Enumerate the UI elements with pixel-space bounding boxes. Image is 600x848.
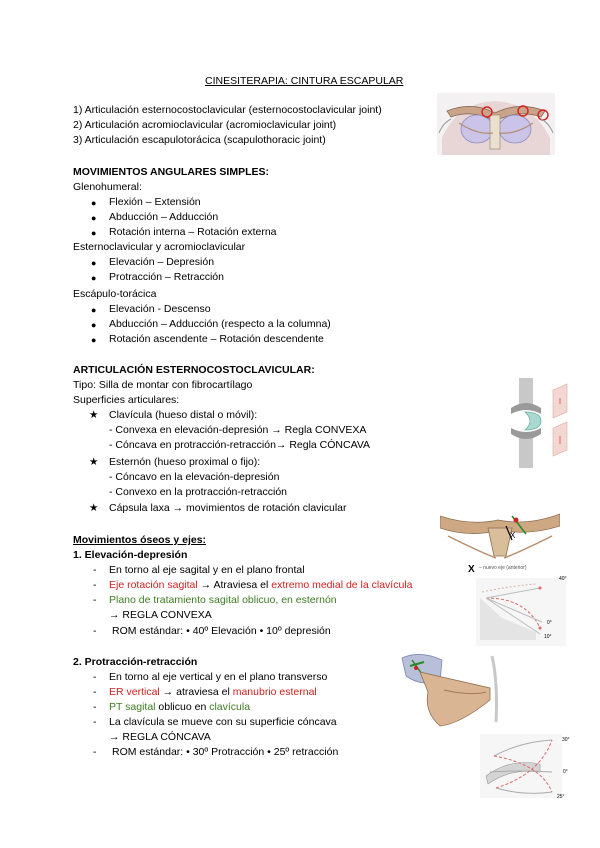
list-item: ROM estándar: • 40º Elevación • 10º depresión — [112, 625, 331, 637]
list-subitem: → REGLA CONVEXA — [109, 609, 212, 621]
axis-x-legend-letter: X — [468, 564, 475, 575]
list-item — [109, 700, 250, 714]
list-item: Clavícula (hueso distal o móvil): — [109, 409, 258, 421]
axis-label: ER vertical — [109, 686, 160, 698]
dash-marker: - — [93, 716, 97, 728]
sternoclavicular-axis-figure — [440, 506, 560, 568]
page-title: CINESITERAPIA: CINTURA ESCAPULAR — [205, 75, 404, 87]
plane-label: PT sagital — [109, 701, 156, 713]
dash-marker: - — [93, 701, 97, 713]
saddle-joint-figure — [505, 378, 575, 468]
list-item — [109, 685, 317, 699]
bullet-icon: ● — [91, 198, 97, 208]
list-item: Flexión – Extensión — [109, 196, 201, 208]
dash-marker: - — [93, 564, 97, 576]
subgroup-label: Escápulo-torácica — [73, 288, 157, 300]
section-heading: ARTICULACIÓN ESTERNOCOSTOCLAVICULAR: — [73, 364, 315, 376]
bullet-icon: ● — [91, 335, 97, 345]
bullet-icon: ● — [91, 258, 97, 268]
dash-marker: - — [93, 686, 97, 698]
axis-x-label: X — [510, 531, 516, 540]
list-item: La clavícula se mueve con su superficie cóncava — [109, 716, 337, 728]
body-line: Tipo: Silla de montar con fibrocartílago — [73, 379, 253, 391]
elevation-angle-figure — [476, 578, 566, 646]
list-item: Cápsula laxa → movimientos de rotación clavicular — [109, 502, 347, 514]
list-item: Abducción – Adducción — [109, 211, 219, 223]
bullet-icon: ● — [91, 213, 97, 223]
bullet-icon: ● — [91, 228, 97, 238]
dash-marker: - — [93, 746, 97, 758]
list-item: En torno al eje vertical y en el plano transverso — [109, 671, 328, 683]
list-item: En torno al eje sagital y en el plano frontal — [109, 564, 305, 576]
angle-label: 40° — [559, 576, 567, 582]
joint-line: 1) Articulación esternocostoclavicular (esternocostoclavicular joint) — [73, 104, 382, 116]
list-item — [109, 578, 412, 592]
joint-line: 2) Articulación acromioclavicular (acromioclavicular joint) — [73, 119, 337, 131]
location-label: manubrio esternal — [232, 686, 317, 698]
angle-label: 10° — [544, 634, 552, 640]
list-item: Rotación interna – Rotación externa — [109, 226, 277, 238]
list-item: Abducción – Adducción (respecto a la columna) — [109, 318, 331, 330]
connector-text: oblicuo en — [155, 701, 210, 713]
star-icon: ★ — [89, 502, 99, 514]
body-line: Superficies articulares: — [73, 394, 180, 406]
bullet-icon: ● — [91, 320, 97, 330]
list-subitem: - Convexo en la protracción-retracción — [109, 486, 287, 498]
subgroup-label: Glenohumeral: — [73, 181, 142, 193]
shoulder-girdle-figure — [437, 93, 555, 155]
dash-marker: - — [93, 625, 97, 637]
star-icon: ★ — [89, 409, 99, 421]
location-label: extremo medial de la clavícula — [271, 579, 413, 591]
protraction-anatomy-figure — [400, 652, 500, 730]
list-item: Elevación – Depresión — [109, 256, 215, 268]
location-label: clavícula — [209, 701, 251, 713]
list-subitem: - Cóncava en protracción-retracción→ Regla CÓNCAVA — [109, 439, 371, 451]
bullet-icon: ● — [91, 273, 97, 283]
angle-label: 30° — [562, 737, 570, 743]
connector-text: → atraviesa el — [159, 686, 233, 698]
axis-x-legend-caption: – nuevo eje (anterior) — [479, 565, 527, 571]
list-subitem: - Convexa en elevación-depresión → Regla CONVEXA — [109, 424, 367, 436]
list-item: Protracción – Retracción — [109, 271, 224, 283]
list-item: Plano de tratamiento sagital oblicuo, en esternón — [109, 594, 337, 606]
angle-label: 0° — [563, 769, 568, 775]
list-item: Esternón (hueso proximal o fijo): — [109, 456, 261, 468]
list-subitem: - Cóncavo en la elevación-depresión — [109, 471, 280, 483]
joint-line: 3) Articulación escapulotorácica (scapulothoracic joint) — [73, 134, 326, 146]
list-item: Elevación - Descenso — [109, 303, 211, 315]
axis-label: Eje rotación sagital — [109, 579, 198, 591]
section-heading: MOVIMIENTOS ANGULARES SIMPLES: — [73, 166, 270, 178]
dash-marker: - — [93, 594, 97, 606]
angle-label: 0° — [547, 620, 552, 626]
list-subitem: → REGLA CÓNCAVA — [109, 731, 211, 743]
angle-label: 25° — [557, 794, 565, 800]
section-heading: Movimientos óseos y ejes: — [73, 534, 207, 546]
connector-text: → Atraviesa el — [197, 579, 272, 591]
protraction-angle-figure — [480, 734, 562, 798]
subsection-heading: 1. Elevación-depresión — [73, 549, 188, 561]
list-item: ROM estándar: • 30º Protracción • 25º retracción — [112, 746, 339, 758]
dash-marker: - — [93, 579, 97, 591]
subgroup-label: Esternoclavicular y acromioclavicular — [73, 241, 246, 253]
subsection-heading: 2. Protracción-retracción — [73, 656, 198, 668]
bullet-icon: ● — [91, 305, 97, 315]
star-icon: ★ — [89, 456, 99, 468]
list-item: Rotación ascendente – Rotación descendente — [109, 333, 324, 345]
dash-marker: - — [93, 671, 97, 683]
